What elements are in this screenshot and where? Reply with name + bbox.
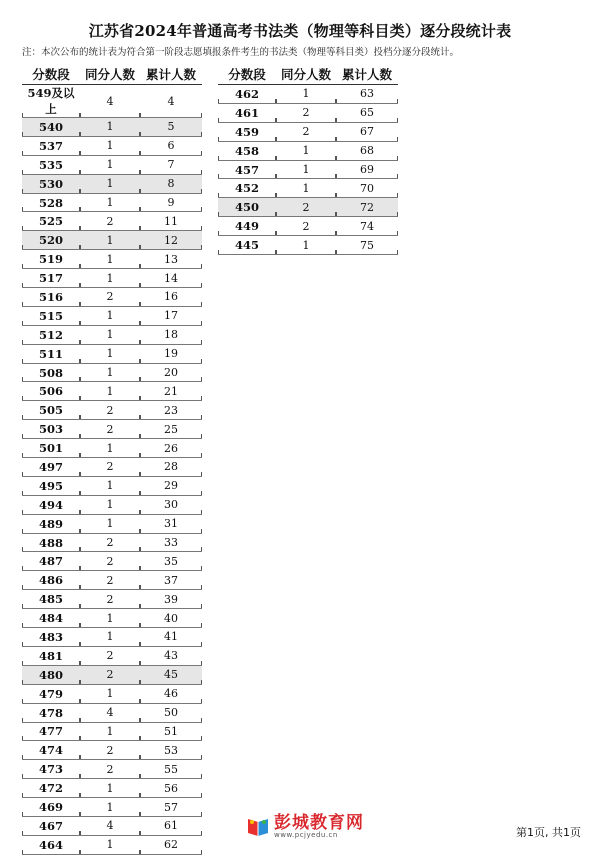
same-count-cell: 1	[276, 85, 336, 104]
score-cell: 479	[22, 684, 80, 703]
score-cell: 464	[22, 835, 80, 854]
score-cell: 540	[22, 118, 80, 137]
same-count-cell: 1	[80, 174, 140, 193]
score-cell: 519	[22, 250, 80, 269]
score-cell: 511	[22, 344, 80, 363]
score-cell: 452	[218, 179, 276, 198]
score-cell: 486	[22, 571, 80, 590]
book-logo-icon	[246, 817, 270, 837]
same-count-cell: 1	[80, 231, 140, 250]
same-count-cell: 1	[80, 306, 140, 325]
same-count-cell: 2	[80, 665, 140, 684]
same-count-cell: 1	[80, 136, 140, 155]
score-cell: 457	[218, 160, 276, 179]
table-row	[22, 533, 202, 552]
cumulative-count-cell: 33	[140, 533, 202, 552]
table-row	[22, 684, 202, 703]
cumulative-count-cell: 74	[336, 217, 398, 236]
cumulative-count-cell: 7	[140, 155, 202, 174]
score-cell: 469	[22, 798, 80, 817]
table-row	[22, 703, 202, 722]
table-body-left	[22, 85, 202, 855]
cumulative-count-cell: 45	[140, 665, 202, 684]
header-cumulative-count: 累计人数	[140, 64, 202, 85]
score-cell: 458	[218, 141, 276, 160]
cumulative-count-cell: 29	[140, 476, 202, 495]
score-cell: 530	[22, 174, 80, 193]
cumulative-count-cell: 65	[336, 103, 398, 122]
same-count-cell: 1	[80, 155, 140, 174]
score-cell: 506	[22, 382, 80, 401]
table-row	[22, 835, 202, 854]
header-same-count: 同分人数	[276, 64, 336, 85]
same-count-cell: 2	[80, 401, 140, 420]
score-cell: 462	[218, 85, 276, 104]
same-count-cell: 2	[276, 103, 336, 122]
same-count-cell: 1	[80, 118, 140, 137]
score-cell: 497	[22, 458, 80, 477]
header-cumulative-count: 累计人数	[336, 64, 398, 85]
score-cell: 515	[22, 306, 80, 325]
cumulative-count-cell: 67	[336, 122, 398, 141]
same-count-cell: 1	[80, 835, 140, 854]
site-logo[interactable]	[246, 814, 364, 840]
same-count-cell: 2	[276, 122, 336, 141]
cumulative-count-cell: 26	[140, 439, 202, 458]
same-count-cell: 1	[80, 325, 140, 344]
cumulative-count-cell: 4	[140, 85, 202, 118]
cumulative-count-cell: 41	[140, 628, 202, 647]
same-count-cell: 1	[276, 179, 336, 198]
score-table-left	[22, 64, 202, 855]
same-count-cell: 1	[80, 269, 140, 288]
cumulative-count-cell: 20	[140, 363, 202, 382]
cumulative-count-cell: 37	[140, 571, 202, 590]
same-count-cell: 2	[276, 198, 336, 217]
score-cell: 501	[22, 439, 80, 458]
logo-text: 彭城教育网	[274, 813, 364, 833]
score-cell: 473	[22, 760, 80, 779]
same-count-cell: 2	[80, 552, 140, 571]
table-row	[22, 628, 202, 647]
cumulative-count-cell: 30	[140, 495, 202, 514]
table-row	[22, 288, 202, 307]
same-count-cell: 1	[276, 141, 336, 160]
score-table-right	[218, 64, 398, 255]
same-count-cell: 2	[80, 288, 140, 307]
cumulative-count-cell: 69	[336, 160, 398, 179]
cumulative-count-cell: 56	[140, 779, 202, 798]
table-row	[22, 174, 202, 193]
score-cell: 478	[22, 703, 80, 722]
score-cell: 549及以上	[22, 85, 80, 118]
cumulative-count-cell: 23	[140, 401, 202, 420]
cumulative-count-cell: 14	[140, 269, 202, 288]
cumulative-count-cell: 61	[140, 816, 202, 835]
same-count-cell: 1	[80, 798, 140, 817]
cumulative-count-cell: 46	[140, 684, 202, 703]
cumulative-count-cell: 13	[140, 250, 202, 269]
cumulative-count-cell: 62	[140, 835, 202, 854]
table-header-row	[218, 64, 398, 85]
table-row	[22, 722, 202, 741]
same-count-cell: 1	[80, 779, 140, 798]
table-row	[22, 420, 202, 439]
same-count-cell: 1	[80, 495, 140, 514]
score-cell: 537	[22, 136, 80, 155]
cumulative-count-cell: 31	[140, 514, 202, 533]
same-count-cell: 4	[80, 85, 140, 118]
table-row	[218, 85, 398, 104]
cumulative-count-cell: 70	[336, 179, 398, 198]
table-row	[22, 306, 202, 325]
same-count-cell: 2	[80, 212, 140, 231]
table-row	[22, 816, 202, 835]
table-row	[22, 118, 202, 137]
table-row	[218, 198, 398, 217]
same-count-cell: 2	[80, 741, 140, 760]
cumulative-count-cell: 12	[140, 231, 202, 250]
table-row	[22, 212, 202, 231]
cumulative-count-cell: 28	[140, 458, 202, 477]
header-score: 分数段	[22, 64, 80, 85]
table-row	[22, 779, 202, 798]
table-row	[218, 122, 398, 141]
table-row	[22, 646, 202, 665]
same-count-cell: 1	[80, 609, 140, 628]
same-count-cell: 1	[80, 382, 140, 401]
cumulative-count-cell: 5	[140, 118, 202, 137]
table-row	[218, 179, 398, 198]
table-row	[22, 231, 202, 250]
cumulative-count-cell: 9	[140, 193, 202, 212]
same-count-cell: 2	[80, 458, 140, 477]
cumulative-count-cell: 11	[140, 212, 202, 231]
score-cell: 505	[22, 401, 80, 420]
cumulative-count-cell: 50	[140, 703, 202, 722]
score-cell: 483	[22, 628, 80, 647]
cumulative-count-cell: 40	[140, 609, 202, 628]
same-count-cell: 1	[80, 363, 140, 382]
score-cell: 520	[22, 231, 80, 250]
cumulative-count-cell: 68	[336, 141, 398, 160]
same-count-cell: 1	[80, 344, 140, 363]
cumulative-count-cell: 6	[140, 136, 202, 155]
score-cell: 484	[22, 609, 80, 628]
score-cell: 461	[218, 103, 276, 122]
score-cell: 517	[22, 269, 80, 288]
cumulative-count-cell: 55	[140, 760, 202, 779]
table-row	[22, 439, 202, 458]
cumulative-count-cell: 63	[336, 85, 398, 104]
table-row	[22, 552, 202, 571]
score-cell: 459	[218, 122, 276, 141]
score-cell: 485	[22, 590, 80, 609]
score-cell: 503	[22, 420, 80, 439]
same-count-cell: 1	[80, 250, 140, 269]
cumulative-count-cell: 51	[140, 722, 202, 741]
table-row	[22, 401, 202, 420]
same-count-cell: 4	[80, 703, 140, 722]
score-cell: 472	[22, 779, 80, 798]
cumulative-count-cell: 43	[140, 646, 202, 665]
same-count-cell: 2	[80, 646, 140, 665]
score-cell: 494	[22, 495, 80, 514]
table-header-row	[22, 64, 202, 85]
score-cell: 512	[22, 325, 80, 344]
table-row	[218, 141, 398, 160]
cumulative-count-cell: 72	[336, 198, 398, 217]
page-info: 第1页, 共1页	[516, 826, 581, 839]
score-cell: 445	[218, 236, 276, 255]
table-row	[22, 609, 202, 628]
table-row	[22, 85, 202, 118]
same-count-cell: 1	[80, 722, 140, 741]
cumulative-count-cell: 8	[140, 174, 202, 193]
table-row	[22, 363, 202, 382]
table-row	[22, 325, 202, 344]
score-cell: 495	[22, 476, 80, 495]
same-count-cell: 2	[80, 533, 140, 552]
score-cell: 449	[218, 217, 276, 236]
same-count-cell: 2	[80, 571, 140, 590]
same-count-cell: 2	[80, 760, 140, 779]
cumulative-count-cell: 35	[140, 552, 202, 571]
table-row	[218, 103, 398, 122]
score-cell: 477	[22, 722, 80, 741]
table-body-right	[218, 85, 398, 255]
cumulative-count-cell: 16	[140, 288, 202, 307]
table-row	[22, 193, 202, 212]
score-cell: 467	[22, 816, 80, 835]
same-count-cell: 4	[80, 816, 140, 835]
same-count-cell: 1	[80, 628, 140, 647]
header-score: 分数段	[218, 64, 276, 85]
same-count-cell: 2	[80, 420, 140, 439]
table-row	[22, 665, 202, 684]
document-title: 江苏省2024年普通高考书法类（物理等科目类）逐分段统计表	[88, 22, 512, 40]
table-row	[22, 741, 202, 760]
score-cell: 474	[22, 741, 80, 760]
score-cell: 508	[22, 363, 80, 382]
table-row	[22, 590, 202, 609]
score-cell: 535	[22, 155, 80, 174]
table-row	[22, 798, 202, 817]
same-count-cell: 1	[276, 160, 336, 179]
score-cell: 480	[22, 665, 80, 684]
score-cell: 488	[22, 533, 80, 552]
table-row	[218, 236, 398, 255]
cumulative-count-cell: 57	[140, 798, 202, 817]
table-row	[22, 155, 202, 174]
cumulative-count-cell: 18	[140, 325, 202, 344]
same-count-cell: 1	[80, 193, 140, 212]
table-row	[22, 269, 202, 288]
score-cell: 489	[22, 514, 80, 533]
table-row	[22, 476, 202, 495]
same-count-cell: 1	[80, 476, 140, 495]
same-count-cell: 2	[276, 217, 336, 236]
score-cell: 487	[22, 552, 80, 571]
same-count-cell: 1	[80, 684, 140, 703]
table-row	[22, 571, 202, 590]
table-row	[22, 250, 202, 269]
cumulative-count-cell: 21	[140, 382, 202, 401]
table-row	[22, 382, 202, 401]
score-cell: 516	[22, 288, 80, 307]
same-count-cell: 1	[276, 236, 336, 255]
same-count-cell: 1	[80, 514, 140, 533]
cumulative-count-cell: 17	[140, 306, 202, 325]
cumulative-count-cell: 75	[336, 236, 398, 255]
cumulative-count-cell: 19	[140, 344, 202, 363]
table-row	[22, 136, 202, 155]
table-row	[218, 217, 398, 236]
table-row	[22, 495, 202, 514]
score-cell: 525	[22, 212, 80, 231]
table-row	[218, 160, 398, 179]
cumulative-count-cell: 53	[140, 741, 202, 760]
score-cell: 450	[218, 198, 276, 217]
table-row	[22, 344, 202, 363]
logo-url: www.pcjyedu.cn	[274, 831, 338, 839]
score-cell: 481	[22, 646, 80, 665]
header-same-count: 同分人数	[80, 64, 140, 85]
table-row	[22, 458, 202, 477]
table-note: 注：本次公布的统计表为符合第一阶段志愿填报条件考生的书法类（物理等科目类）投档分逐分段统计。	[22, 47, 460, 58]
table-row	[22, 760, 202, 779]
table-row	[22, 514, 202, 533]
same-count-cell: 2	[80, 590, 140, 609]
score-cell: 528	[22, 193, 80, 212]
cumulative-count-cell: 25	[140, 420, 202, 439]
cumulative-count-cell: 39	[140, 590, 202, 609]
same-count-cell: 1	[80, 439, 140, 458]
